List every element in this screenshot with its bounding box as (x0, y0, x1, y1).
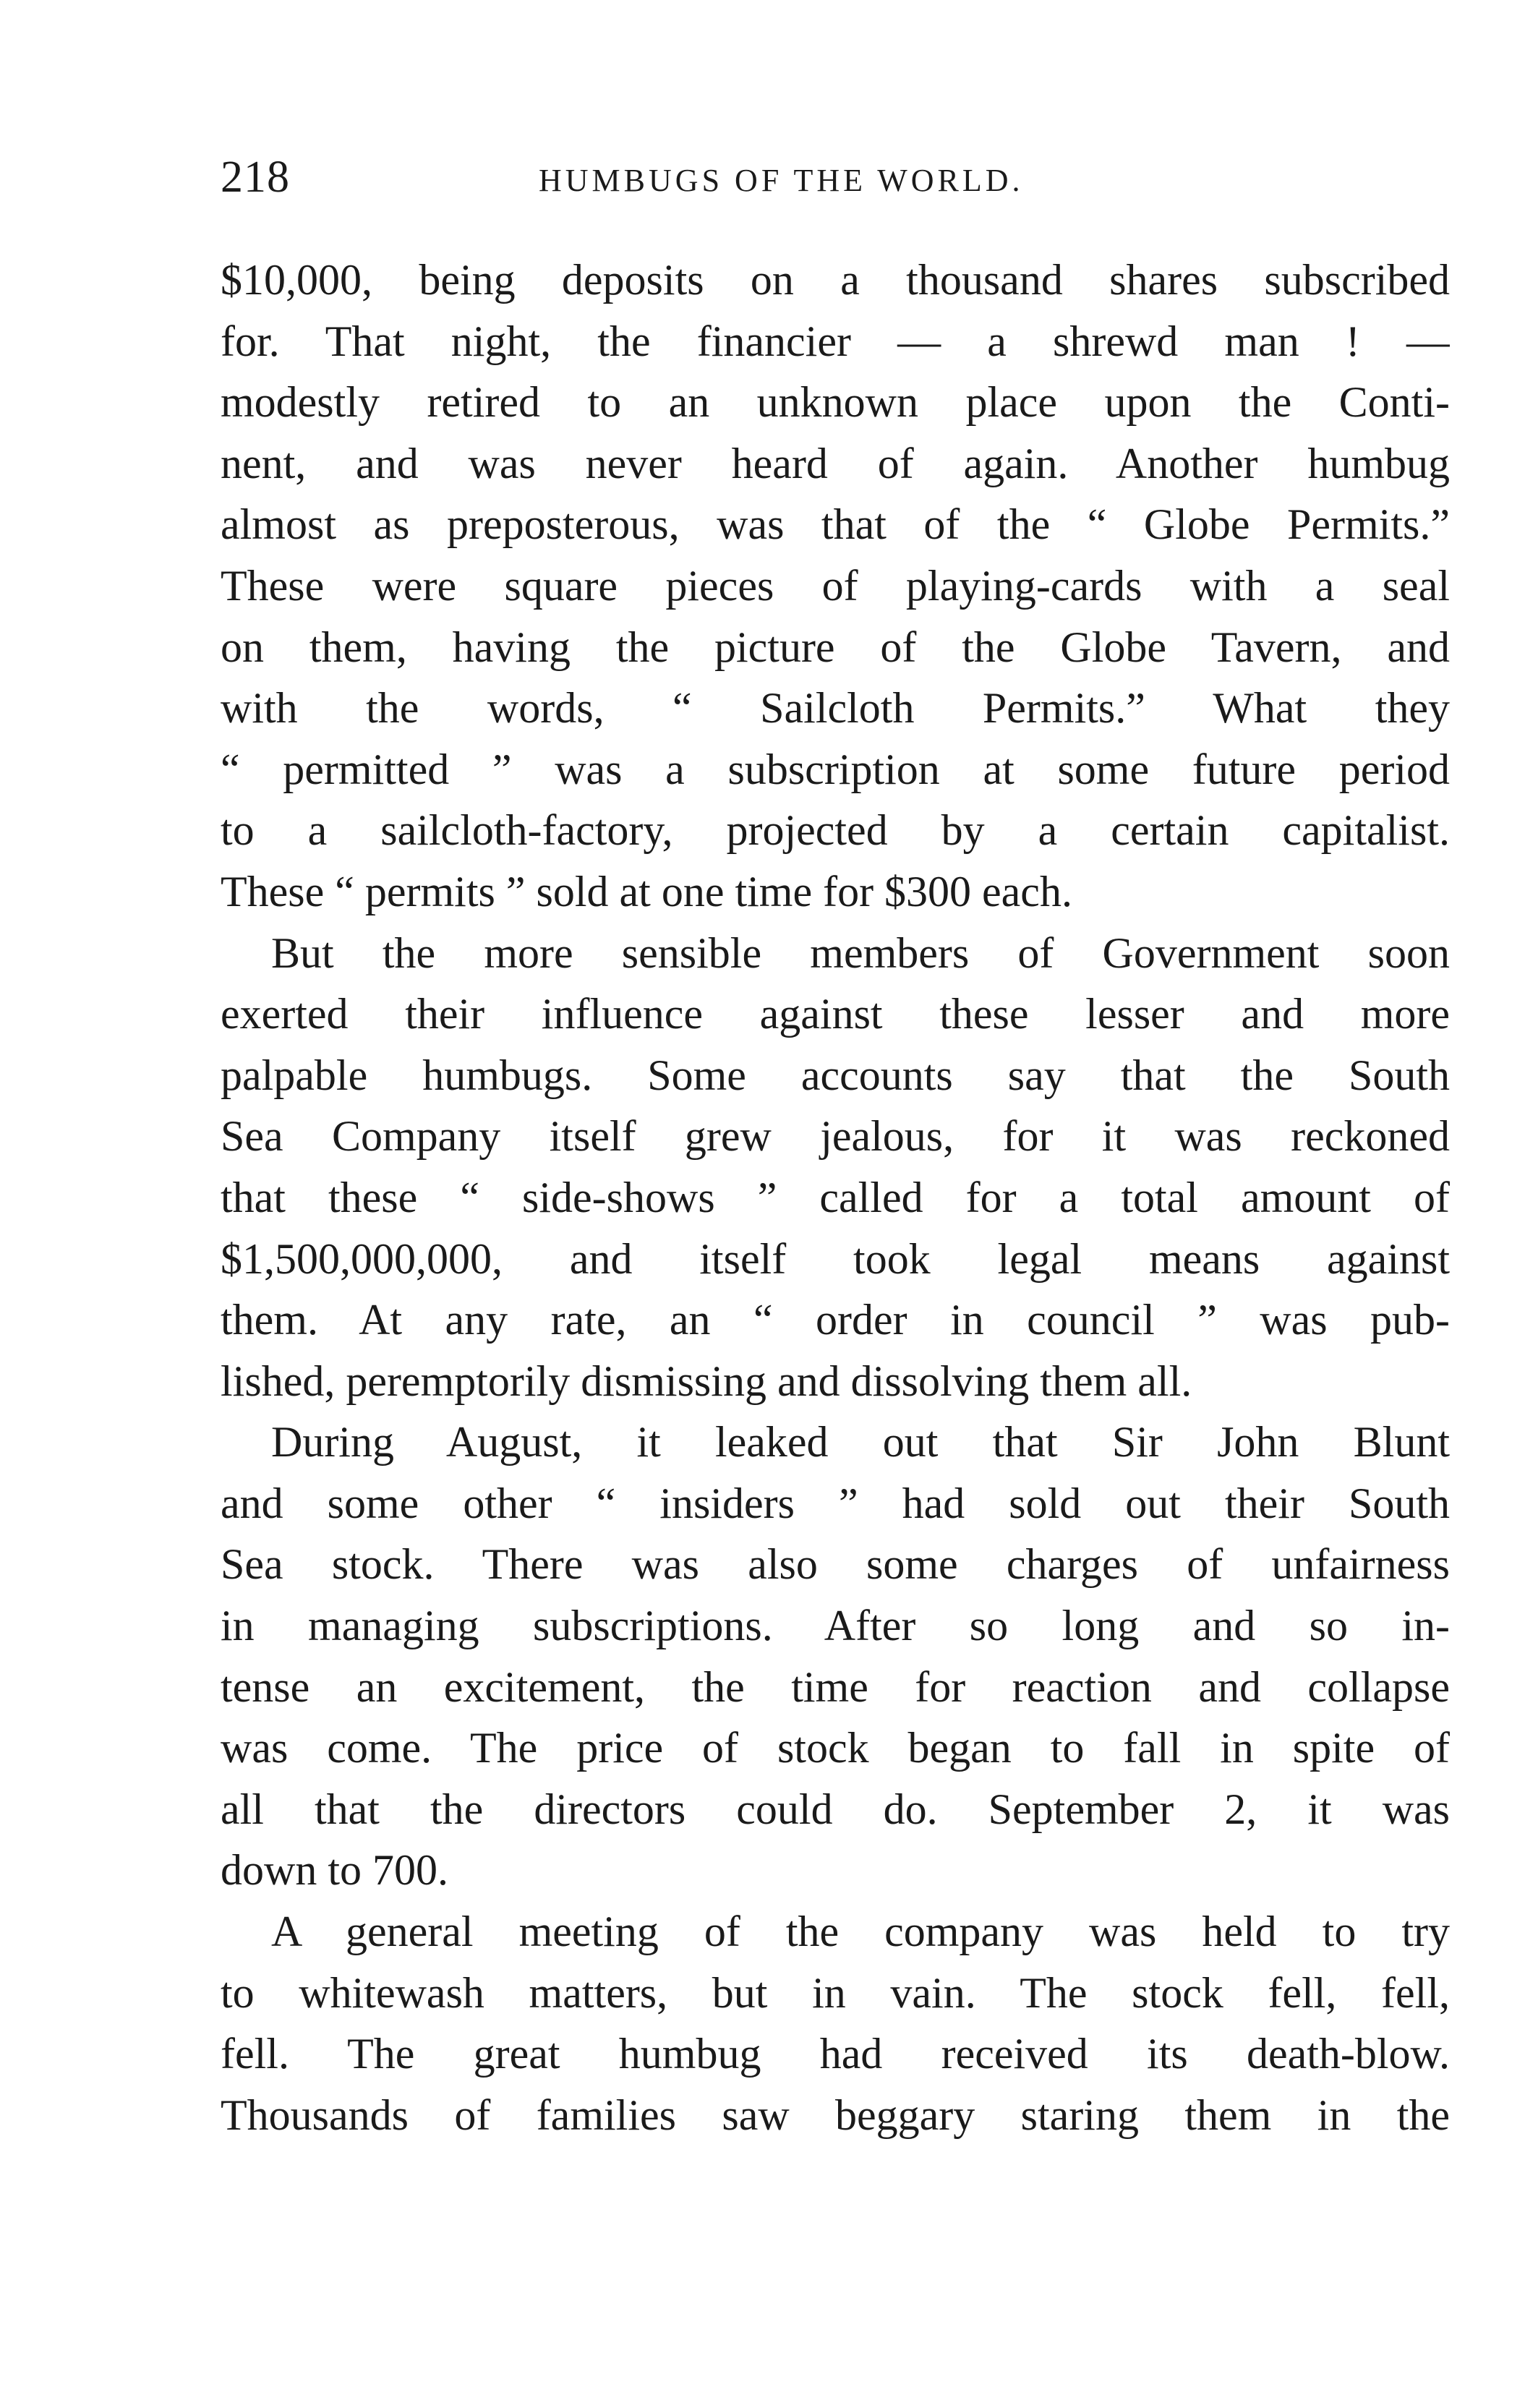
text-line: exerted their influence against these lesser and more (221, 990, 1450, 1038)
text-line: Sea Company itself grew jealous, for it was reckoned (221, 1112, 1450, 1161)
text-line: These were square pieces of playing-cards with a seal (221, 561, 1450, 610)
text-line: with the words, “ Sailcloth Permits.” What they (221, 684, 1450, 733)
page-number: 218 (221, 153, 290, 202)
text-line: lished, peremptorily dismissing and dissolving them all. (221, 1357, 1192, 1405)
text-line: “ permitted ” was a subscription at some future period (221, 745, 1450, 793)
text-line: for. That night, the financier — a shrewd man ! — (221, 317, 1450, 365)
text-line: palpable humbugs. Some accounts say that the South (221, 1051, 1450, 1099)
text-line: that these “ side-shows ” called for a total amount of (221, 1173, 1450, 1221)
text-line: down to 700. (221, 1846, 448, 1895)
text-line: in managing subscriptions. After so long and so in- (221, 1602, 1450, 1650)
text-line: But the more sensible members of Government soon (271, 928, 1450, 977)
text-line: A general meeting of the company was held to try (271, 1908, 1450, 1956)
text-line: Thousands of families saw beggary staring them in the (221, 2091, 1450, 2139)
text-line: During August, it leaked out that Sir John Blunt (271, 1418, 1450, 1466)
text-line: on them, having the picture of the Globe Tavern, and (221, 623, 1450, 671)
text-line: and some other “ insiders ” had sold out their South (221, 1479, 1450, 1527)
text-line: nent, and was never heard of again. Another humbug (221, 439, 1450, 487)
text-line: was come. The price of stock began to fall in spite of (221, 1724, 1450, 1772)
text-line: These “ permits ” sold at one time for $300 each. (221, 867, 1072, 915)
text-line: $10,000, being deposits on a thousand shares subscribed (221, 256, 1450, 304)
text-line: to whitewash matters, but in vain. The stock fell, fell, (221, 1968, 1450, 2017)
running-head (221, 145, 1450, 210)
text-line: $1,500,000,000, and itself took legal means against (221, 1234, 1450, 1283)
running-title: HUMBUGS OF THE WORLD. (539, 163, 1024, 198)
text-line: modestly retired to an unknown place upon the Conti- (221, 378, 1450, 427)
text-line: almost as preposterous, was that of the “ Globe Permits.” (221, 500, 1450, 549)
text-line: Sea stock. There was also some charges of unfairness (221, 1540, 1450, 1589)
text-line: them. At any rate, an “ order in council ” was pub- (221, 1296, 1450, 1344)
text-line: all that the directors could do. September 2, it was (221, 1785, 1450, 1833)
text-line: fell. The great humbug had received its death-blow. (221, 2030, 1450, 2078)
body-text (221, 249, 1450, 2146)
text-line: tense an excitement, the time for reaction and collapse (221, 1662, 1450, 1711)
text-line: to a sailcloth-factory, projected by a certain capitalist. (221, 806, 1450, 855)
